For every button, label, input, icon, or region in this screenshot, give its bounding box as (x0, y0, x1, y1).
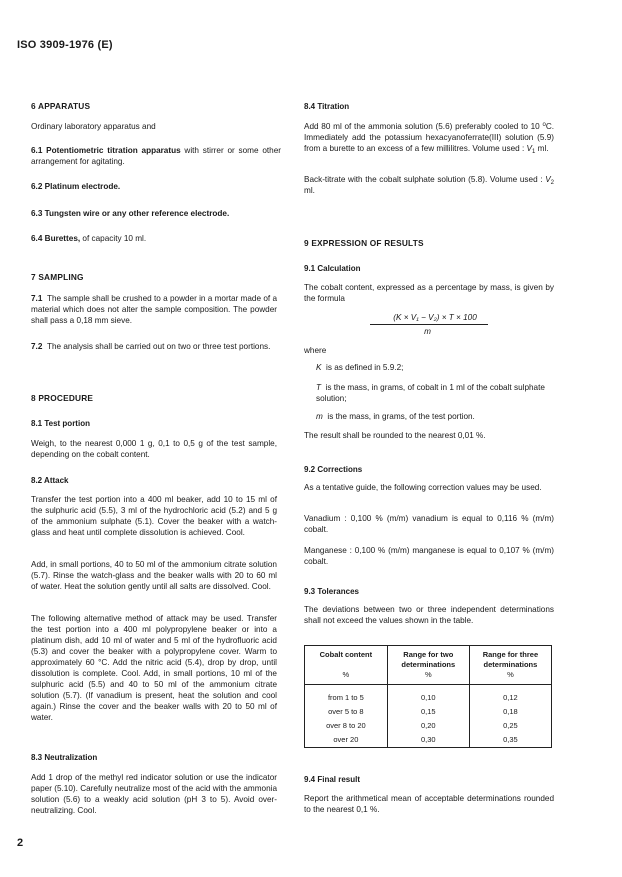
section-6-title: 6 APPARATUS (31, 101, 91, 111)
table-cell: 0,15 (387, 705, 469, 719)
degree-sign: o (542, 122, 546, 128)
section-8-4-text-a: Add 80 ml of the ammonia solution (5.6) preferably cooled to 10 (304, 122, 543, 131)
header-three-unit: % (507, 670, 514, 679)
section-9-4-title: 9.4 Final result (304, 775, 361, 784)
section-8-3-text: Add 1 drop of the methyl red indicator solution or use the indicator paper (5.10). Carefully neutralize most of the acid with the ammonia solution (5.6) to a weakly acid solution (pH 3 to 5). Avoid over-neutralizing. Cool. (31, 773, 277, 815)
table-header-two (387, 646, 469, 685)
rounding-note: The result shall be rounded to the nearest 0,01 %. (304, 431, 486, 440)
header-three-line2: determinations (483, 660, 538, 669)
definition-m-text: is the mass, in grams, of the test portion. (327, 412, 475, 421)
section-6-1-head: 6.1 Potentiometric titration apparatus (31, 146, 181, 155)
definition-k-text: is as defined in 5.9.2; (326, 363, 404, 372)
section-9-2-text: As a tentative guide, the following correction values may be used. (304, 483, 542, 492)
section-8-4-text-end: ml. (535, 144, 549, 153)
section-7-1-head: 7.1 (31, 294, 43, 303)
definition-k (316, 362, 556, 373)
section-6-3: 6.3 Tungsten wire or any other reference electrode. (31, 209, 230, 218)
table-cell: 0,30 (387, 733, 469, 748)
definition-m (316, 411, 556, 422)
section-7-title: 7 SAMPLING (31, 272, 84, 282)
header-cobalt-unit: % (342, 670, 350, 679)
section-6-1-text: with stirrer or some other arrangement for agitating. (31, 146, 281, 166)
symbol-v1-sub: 1 (532, 149, 536, 155)
symbol-m: m (316, 412, 323, 421)
section-8-1-title: 8.1 Test portion (31, 419, 90, 428)
header-two-line1: Range for two (403, 650, 454, 659)
section-8-4-text-end-2: ml. (304, 186, 315, 195)
section-6-2: 6.2 Platinum electrode. (31, 182, 121, 191)
table-cell: 0,10 (387, 685, 469, 706)
section-8-title: 8 PROCEDURE (31, 393, 94, 403)
table-row (305, 719, 552, 733)
table-row (305, 685, 552, 706)
symbol-t: T (316, 383, 322, 392)
tolerances-table (304, 645, 552, 748)
header-two-unit: % (424, 670, 432, 679)
header-two-line2: determinations (401, 660, 456, 669)
section-9-3-text: The deviations between two or three independent determinations shall not exceed the values shown in the table. (304, 605, 554, 625)
section-9-1-text: The cobalt content, expressed as a percentage by mass, is given by the formula (304, 283, 554, 303)
section-9-2-title: 9.2 Corrections (304, 465, 363, 474)
table-cell: from 1 to 5 (305, 685, 388, 706)
table-cell: 0,18 (469, 705, 551, 719)
formula-denominator: m (424, 327, 431, 336)
table-cell: over 20 (305, 733, 388, 748)
section-8-2-para-1: Transfer the test portion into a 400 ml beaker, add 10 to 15 ml of the sulphuric acid (5.5), 3 ml of the hydrochloric acid (5.2) and 5 g of the ammonium sulphate (5.1). Cover the beaker with a watch-glass and heat until complete dissolution is achieved. Cool. (31, 495, 277, 537)
table-cell: 0,35 (469, 733, 551, 748)
correction-manganese: Manganese : 0,100 % (m/m) manganese is equal to 0,107 % (m/m) cobalt. (304, 546, 554, 566)
definition-t-text: is the mass, in grams, of cobalt in 1 ml of the cobalt sulphate solution; (316, 383, 545, 403)
section-6-4-text: of capacity 10 ml. (80, 234, 147, 243)
table-cell: 0,12 (469, 685, 551, 706)
section-7-1-text: The sample shall be crushed to a powder in a mortar made of a material which does not alter the sample composition. The powder shall pass a 0,18 mm sieve. (31, 294, 277, 325)
section-6-4-head: 6.4 Burettes, (31, 234, 81, 243)
section-8-4-para-2 (304, 174, 554, 196)
section-7-1 (31, 293, 277, 326)
section-6-1 (31, 145, 281, 167)
section-8-4-title: 8.4 Titration (304, 102, 350, 111)
definition-t (316, 382, 554, 404)
section-8-2-para-3: The following alternative method of attack may be used. Transfer the test portion into a 400 ml polypropylene beaker or into a platinum dish, add 10 ml of water and 5 ml of the hydrofluoric acid (5.3) and cover the beaker with a polypropylene cover. Warm to approximately 60 °C. Add the nitric acid (5.4), drop by drop, until dissolution is complete. Cool. Add, in small portions, 10 ml of the sulphuric acid (5.5) and 40 to 50 ml of the ammonium citrate solution (5.7). (If vanadium is present, heat the solution and cool again.) Rinse the cover and the beaker walls with 20 to 50 ml of water. (31, 614, 277, 722)
header-cobalt-label: Cobalt content (319, 650, 373, 659)
table-row (305, 705, 552, 719)
table-header-cobalt (305, 646, 388, 685)
formula-numerator: (K × V₁ − V₂) × T × 100 (393, 313, 477, 322)
table-cell: over 8 to 20 (305, 719, 388, 733)
document-header: ISO 3909-1976 (E) (17, 39, 113, 51)
section-7-2-text: The analysis shall be carried out on two or three test portions. (46, 342, 271, 351)
section-6-4 (31, 233, 281, 244)
section-8-1-text: Weigh, to the nearest 0,000 1 g, 0,1 to 0,5 g of the test sample, depending on the cobalt content. (31, 439, 277, 459)
table-cell: 0,20 (387, 719, 469, 733)
section-7-2-head: 7.2 (31, 342, 43, 351)
page-number: 2 (17, 837, 24, 849)
fraction-bar (370, 324, 488, 325)
section-9-4-text: Report the arithmetical mean of acceptable determinations rounded to the nearest 0,1 %. (304, 794, 554, 814)
table-cell: 0,25 (469, 719, 551, 733)
section-9-title: 9 EXPRESSION OF RESULTS (304, 238, 424, 248)
table-cell: over 5 to 8 (305, 705, 388, 719)
section-8-2-para-2: Add, in small portions, 40 to 50 ml of the ammonium citrate solution (5.7). Rinse the watch-glass and the beaker walls with 20 to 60 ml of water. Heat the solution gently until all salts are dissolved. Cool. (31, 560, 277, 591)
section-7-2 (31, 341, 277, 352)
table-header-three (469, 646, 551, 685)
symbol-v2: V (545, 175, 551, 184)
section-6-intro: Ordinary laboratory apparatus and (31, 122, 156, 131)
correction-vanadium: Vanadium : 0,100 % (m/m) vanadium is equal to 0,116 % (m/m) cobalt. (304, 514, 554, 534)
symbol-k: K (316, 363, 322, 372)
symbol-v2-sub: 2 (550, 180, 554, 186)
section-8-2-title: 8.2 Attack (31, 476, 69, 485)
section-8-4-para-1 (304, 121, 554, 154)
section-8-4-text-b: C. Immediately add the potassium hexacyanoferrate(III) solution (5.9) from a burette to an excess of a few millilitres. Volume used : (304, 122, 554, 153)
section-9-3-title: 9.3 Tolerances (304, 587, 359, 596)
where-label: where (304, 346, 327, 355)
symbol-v1: V (526, 144, 532, 153)
section-8-3-title: 8.3 Neutralization (31, 753, 98, 762)
table-row (305, 733, 552, 748)
section-8-4-text-c: Back-titrate with the cobalt sulphate solution (5.8). Volume used : (304, 175, 546, 184)
header-three-line1: Range for three (482, 650, 539, 659)
section-9-1-title: 9.1 Calculation (304, 264, 361, 273)
